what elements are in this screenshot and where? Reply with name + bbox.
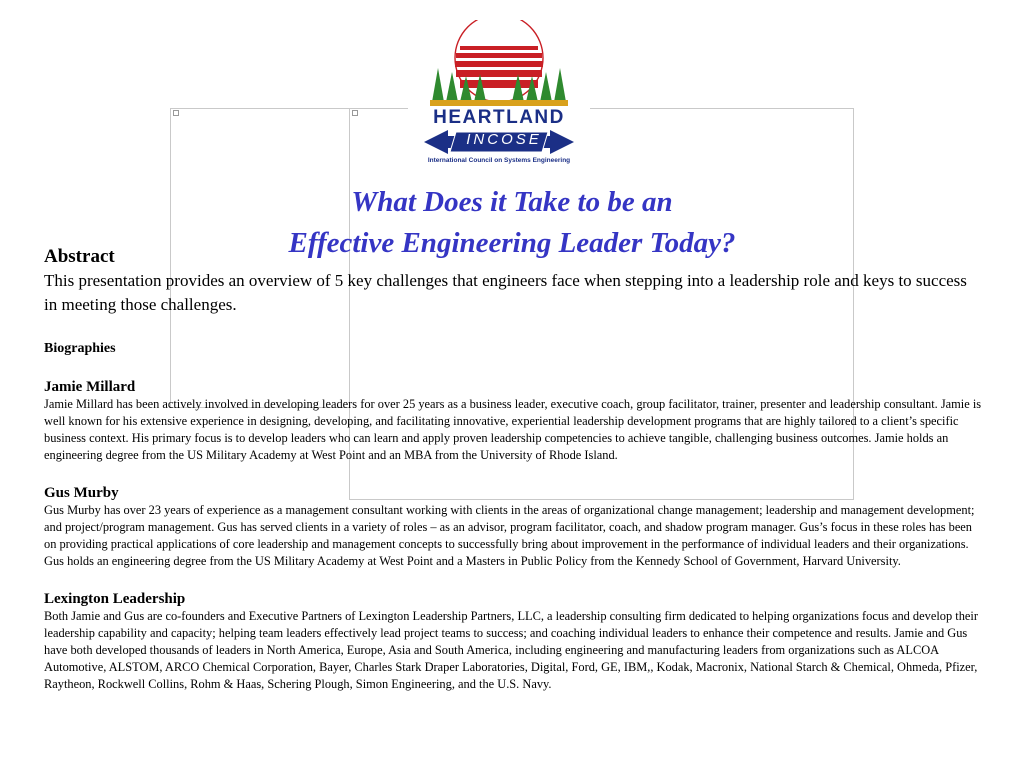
abstract-heading: Abstract: [44, 246, 115, 267]
logo-subtitle: International Council on Systems Engineering: [427, 157, 571, 164]
logo-wordmark: HEARTLAND: [433, 107, 565, 128]
section-heading-lexington-leadership: Lexington Leadership: [44, 591, 186, 607]
title-line-2: Effective Engineering Leader Today?: [288, 227, 736, 259]
broken-image-icon: [173, 110, 179, 116]
bio-text-jamie-millard: Jamie Millard has been actively involved in developing leaders for over 25 years as a business leader, executive coach, group facilitator, trainer, presenter and leadership consultant. Jamie is well known for his extensive experience in designing, developing, and facilitating innovative, experiential leadership development programs that are highly tailored to a client’s specific business context. His primary focus is to develop leaders who can learn and apply proven leadership competencies to achieve tangible, challenging business outcomes. Jamie holds an engineering degree from the US Military Academy at West Point and an MBA from the University of Rhode Island.: [44, 397, 982, 462]
broken-image-icon: [352, 110, 358, 116]
heartland-incose-logo: [408, 20, 590, 170]
logo-acronym: INCOSE: [466, 131, 542, 148]
bio-name-jamie-millard: Jamie Millard: [44, 379, 136, 395]
bio-name-gus-murby: Gus Murby: [44, 485, 119, 501]
section-text-lexington-leadership: Both Jamie and Gus are co-founders and Executive Partners of Lexington Leadership Partners, LLC, a leadership consulting firm dedicated to helping organizations focus and develop their leadership capability and capacity; helping team leaders effectively lead project teams to success; and coaching individual leaders to enhance their competence and results. Jamie and Gus have both developed thousands of leaders in North America, Europe, Asia and South America, including engineering and manufacturing leaders from organizations such as ALCOA Automotive, ALSTOM, ARCO Chemical Corporation, Bayer, Charles Stark Draper Laboratories, Digital, Ford, GE, IBM,, Kodak, Macronix, National Starch & Chemical, Ohmeda, Pfizer, Raytheon, Rockwell Collins, Rohm & Haas, Schering Plough, Simon Engineering, and the U.S. Navy.: [44, 609, 978, 691]
biographies-heading: Biographies: [44, 341, 116, 356]
abstract-text: This presentation provides an overview of 5 key challenges that engineers face when stepping into a leadership role and keys to success in meeting those challenges.: [44, 271, 967, 314]
title-line-1: What Does it Take to be an: [351, 186, 673, 218]
bio-text-gus-murby: Gus Murby has over 23 years of experience as a management consultant working with clients in the areas of organizational change management; leadership and management development; and project/program management. Gus has served clients in a variety of roles – as an advisor, program facilitator, coach, and shadow program manager. Gus’s focus in these roles has been on providing practical applications of core leadership and management concepts to successfully bring about improvement in the performance of individual leaders and their organizations. Gus holds an engineering degree from the US Military Academy at West Point and a Masters in Public Policy from the Kennedy School of Government, Harvard University.: [44, 503, 975, 568]
document-body: [44, 245, 984, 693]
